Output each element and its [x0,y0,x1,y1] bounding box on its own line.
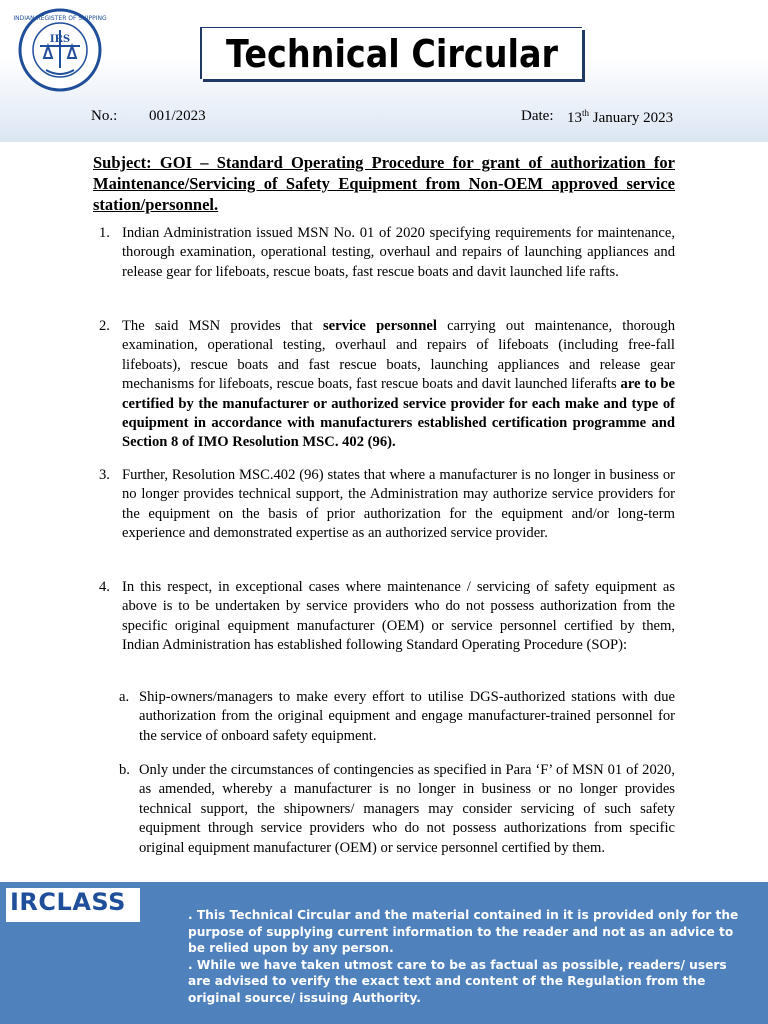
paragraph-4: In this respect, in exceptional cases where maintenance / servicing of safety equipment as above is to be undertaken by service providers who do not possess authorization from the specific original equipment manufacturer (OEM) or service personnel certified by them, Indian Administration has established following Standard Operating Procedure (SOP): [122,579,675,654]
irs-logo [10,6,110,94]
subject-heading: Subject: GOI – Standard Operating Procedure for grant of authorization for Maintenance/Servicing of Safety Equipment from Non-OEM approved service station/personnel. [93,153,675,214]
page-title: Technical Circular [225,32,559,76]
circular-number: 001/2023 [149,108,206,124]
date-value: 13th January 2023 [567,108,674,126]
item-number: 4. [99,579,110,595]
disclaimer [188,907,748,1006]
paragraph-1: Indian Administration issued MSN No. 01 of 2020 specifying requirements for maintenance, thorough examination, operational testing, overhaul and repairs of launching appliances and release gear for lifeboats, rescue boats, fast rescue boats and davit launched life rafts. [122,225,675,280]
item-letter: a. [119,689,130,705]
irclass-logo: IRCLASS [6,888,140,922]
paragraph-2: The said MSN provides that service personnel carrying out maintenance, thorough examination, operational testing, overhaul and repairs of lifeboats (including free-fall lifeboats), rescue boats and fast rescue boats, launching appliances and release gear mechanisms for lifeboats, rescue boats, fast rescue boats and davit launched liferafts are to be certified by the manufacturer or authorized service provider for each make and type of equipment in accordance with manufacturers established certification programme and Section 8 of IMO Resolution MSC. 402 (96). [122,318,676,451]
svg-text:INDIAN REGISTER OF SHIPPING: INDIAN REGISTER OF SHIPPING [13,15,107,22]
disclaimer-line-1: . This Technical Circular and the material contained in it is provided only for the purpose of supplying current information to the reader and not as an advice to be relied upon by any person. [188,908,739,955]
circular-number-label: No.: [91,108,118,124]
item-number: 3. [99,467,110,483]
paragraph-4a: Ship-owners/managers to make every effort to utilise DGS-authorized stations with due authorization from the original equipment and engage manufacturer-trained personnel for the service of onboard safety equipment. [139,689,675,744]
item-number: 1. [99,225,110,241]
item-number: 2. [99,318,110,334]
disclaimer-line-2: . While we have taken utmost care to be as factual as possible, readers/ users are advised to verify the exact text and content of the Regulation from the original source/ issuing Authority. [188,957,727,1005]
svg-text:IRS: IRS [49,34,71,45]
title-box [200,27,582,79]
item-letter: b. [119,762,130,778]
date-label: Date: [521,108,554,124]
paragraph-4b: Only under the circumstances of contingencies as specified in Para ‘F’ of MSN 01 of 2020, as amended, whereby a manufacturer is no longer in business or no longer provides technical support, the shipowners/ managers may consider servicing of such safety equipment through service providers who do not possess authorizations from specific original equipment manufacturer (OEM) or service personnel certified by them. [139,762,675,856]
paragraph-3: Further, Resolution MSC.402 (96) states that where a manufacturer is no longer in business or no longer provides technical support, the Administration may authorize service providers for the equipment on the basis of prior authorization for the equipment and/or long-term experience and demonstrated expertise as an authorized service provider. [122,467,675,542]
